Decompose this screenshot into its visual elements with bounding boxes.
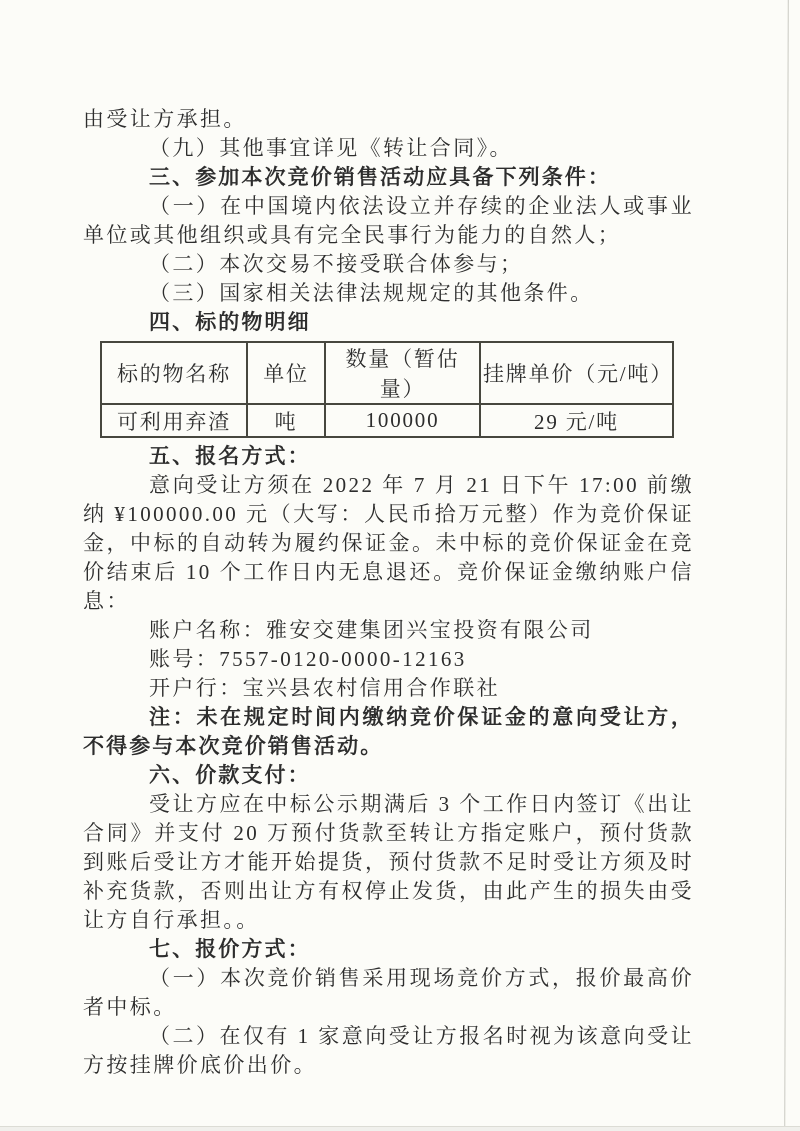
para-payment-terms: 受让方应在中标公示期满后 3 个工作日内签订《出让合同》并支付 20 万预付货款至转让方指定账户，预付货款到账后受让方才能开始提货，预付货款不足时受让方须及时补充货款，否则出让方有权停止发货，由此产生的损失由受让方自行承担。。 <box>83 792 694 932</box>
note-paragraph: 注：未在规定时间内缴纳竞价保证金的意向受让方，不得参与本次竞价销售活动。 <box>83 706 694 758</box>
subject-table <box>100 341 674 438</box>
heading-section-4: 四、标的物明细 <box>149 311 311 334</box>
header-listing-price: 挂牌单价（元/吨） <box>480 342 673 404</box>
header-unit: 单位 <box>247 342 325 404</box>
cell-listing-price: 29 元/吨 <box>480 404 673 437</box>
bank-name-line: 开户行：宝兴县农村信用合作联社 <box>149 676 500 700</box>
carryover-line: 由受让方承担。 <box>83 107 247 131</box>
account-number-line: 账号：7557-0120-0000-12163 <box>149 647 467 671</box>
header-subject-name: 标的物名称 <box>101 342 247 404</box>
heading-section-3: 三、参加本次竞价销售活动应具备下列条件： <box>149 166 611 189</box>
cell-unit: 吨 <box>247 404 325 437</box>
scan-artifact-vertical-line <box>784 0 789 1131</box>
para-deposit-terms: 意向受让方须在 2022 年 7 月 21 日下午 17:00 前缴纳 ¥100000.00 元（大写：人民币拾万元整）作为竞价保证金，中标的自动转为履约保证金。未中标的竞价保证金在竞价结束后 10 个工作日内无息退还。竞价保证金缴纳账户信息： <box>83 473 694 613</box>
item-section3-1: （一）在中国境内依法设立并存续的企业法人或事业单位或其他组织或具有完全民事行为能力的自然人； <box>83 194 694 247</box>
document-content <box>83 105 694 1080</box>
header-quantity: 数量（暂估量） <box>325 342 480 404</box>
item-section7-1: （一）本次竞价销售采用现场竞价方式，报价最高价者中标。 <box>83 966 694 1019</box>
table-row <box>101 404 673 437</box>
cell-quantity: 100000 <box>325 404 480 437</box>
item-section3-2: （二）本次交易不接受联合体参与； <box>149 252 524 276</box>
heading-section-5: 五、报名方式： <box>149 445 311 468</box>
cell-subject-name: 可利用弃渣 <box>101 404 247 437</box>
table-header-row <box>101 342 673 404</box>
heading-section-7: 七、报价方式： <box>149 938 311 961</box>
heading-section-6: 六、价款支付： <box>149 764 311 787</box>
item-section7-2: （二）在仅有 1 家意向受让方报名时视为该意向受让方按挂牌价底价出价。 <box>83 1024 694 1077</box>
item-section3-3: （三）国家相关法律法规规定的其他条件。 <box>149 281 594 305</box>
scan-artifact-bottom-edge <box>0 1126 800 1131</box>
account-name-line: 账户名称：雅安交建集团兴宝投资有限公司 <box>149 618 594 642</box>
item-section2-9: （九）其他事宜详见《转让合同》。 <box>149 136 513 160</box>
